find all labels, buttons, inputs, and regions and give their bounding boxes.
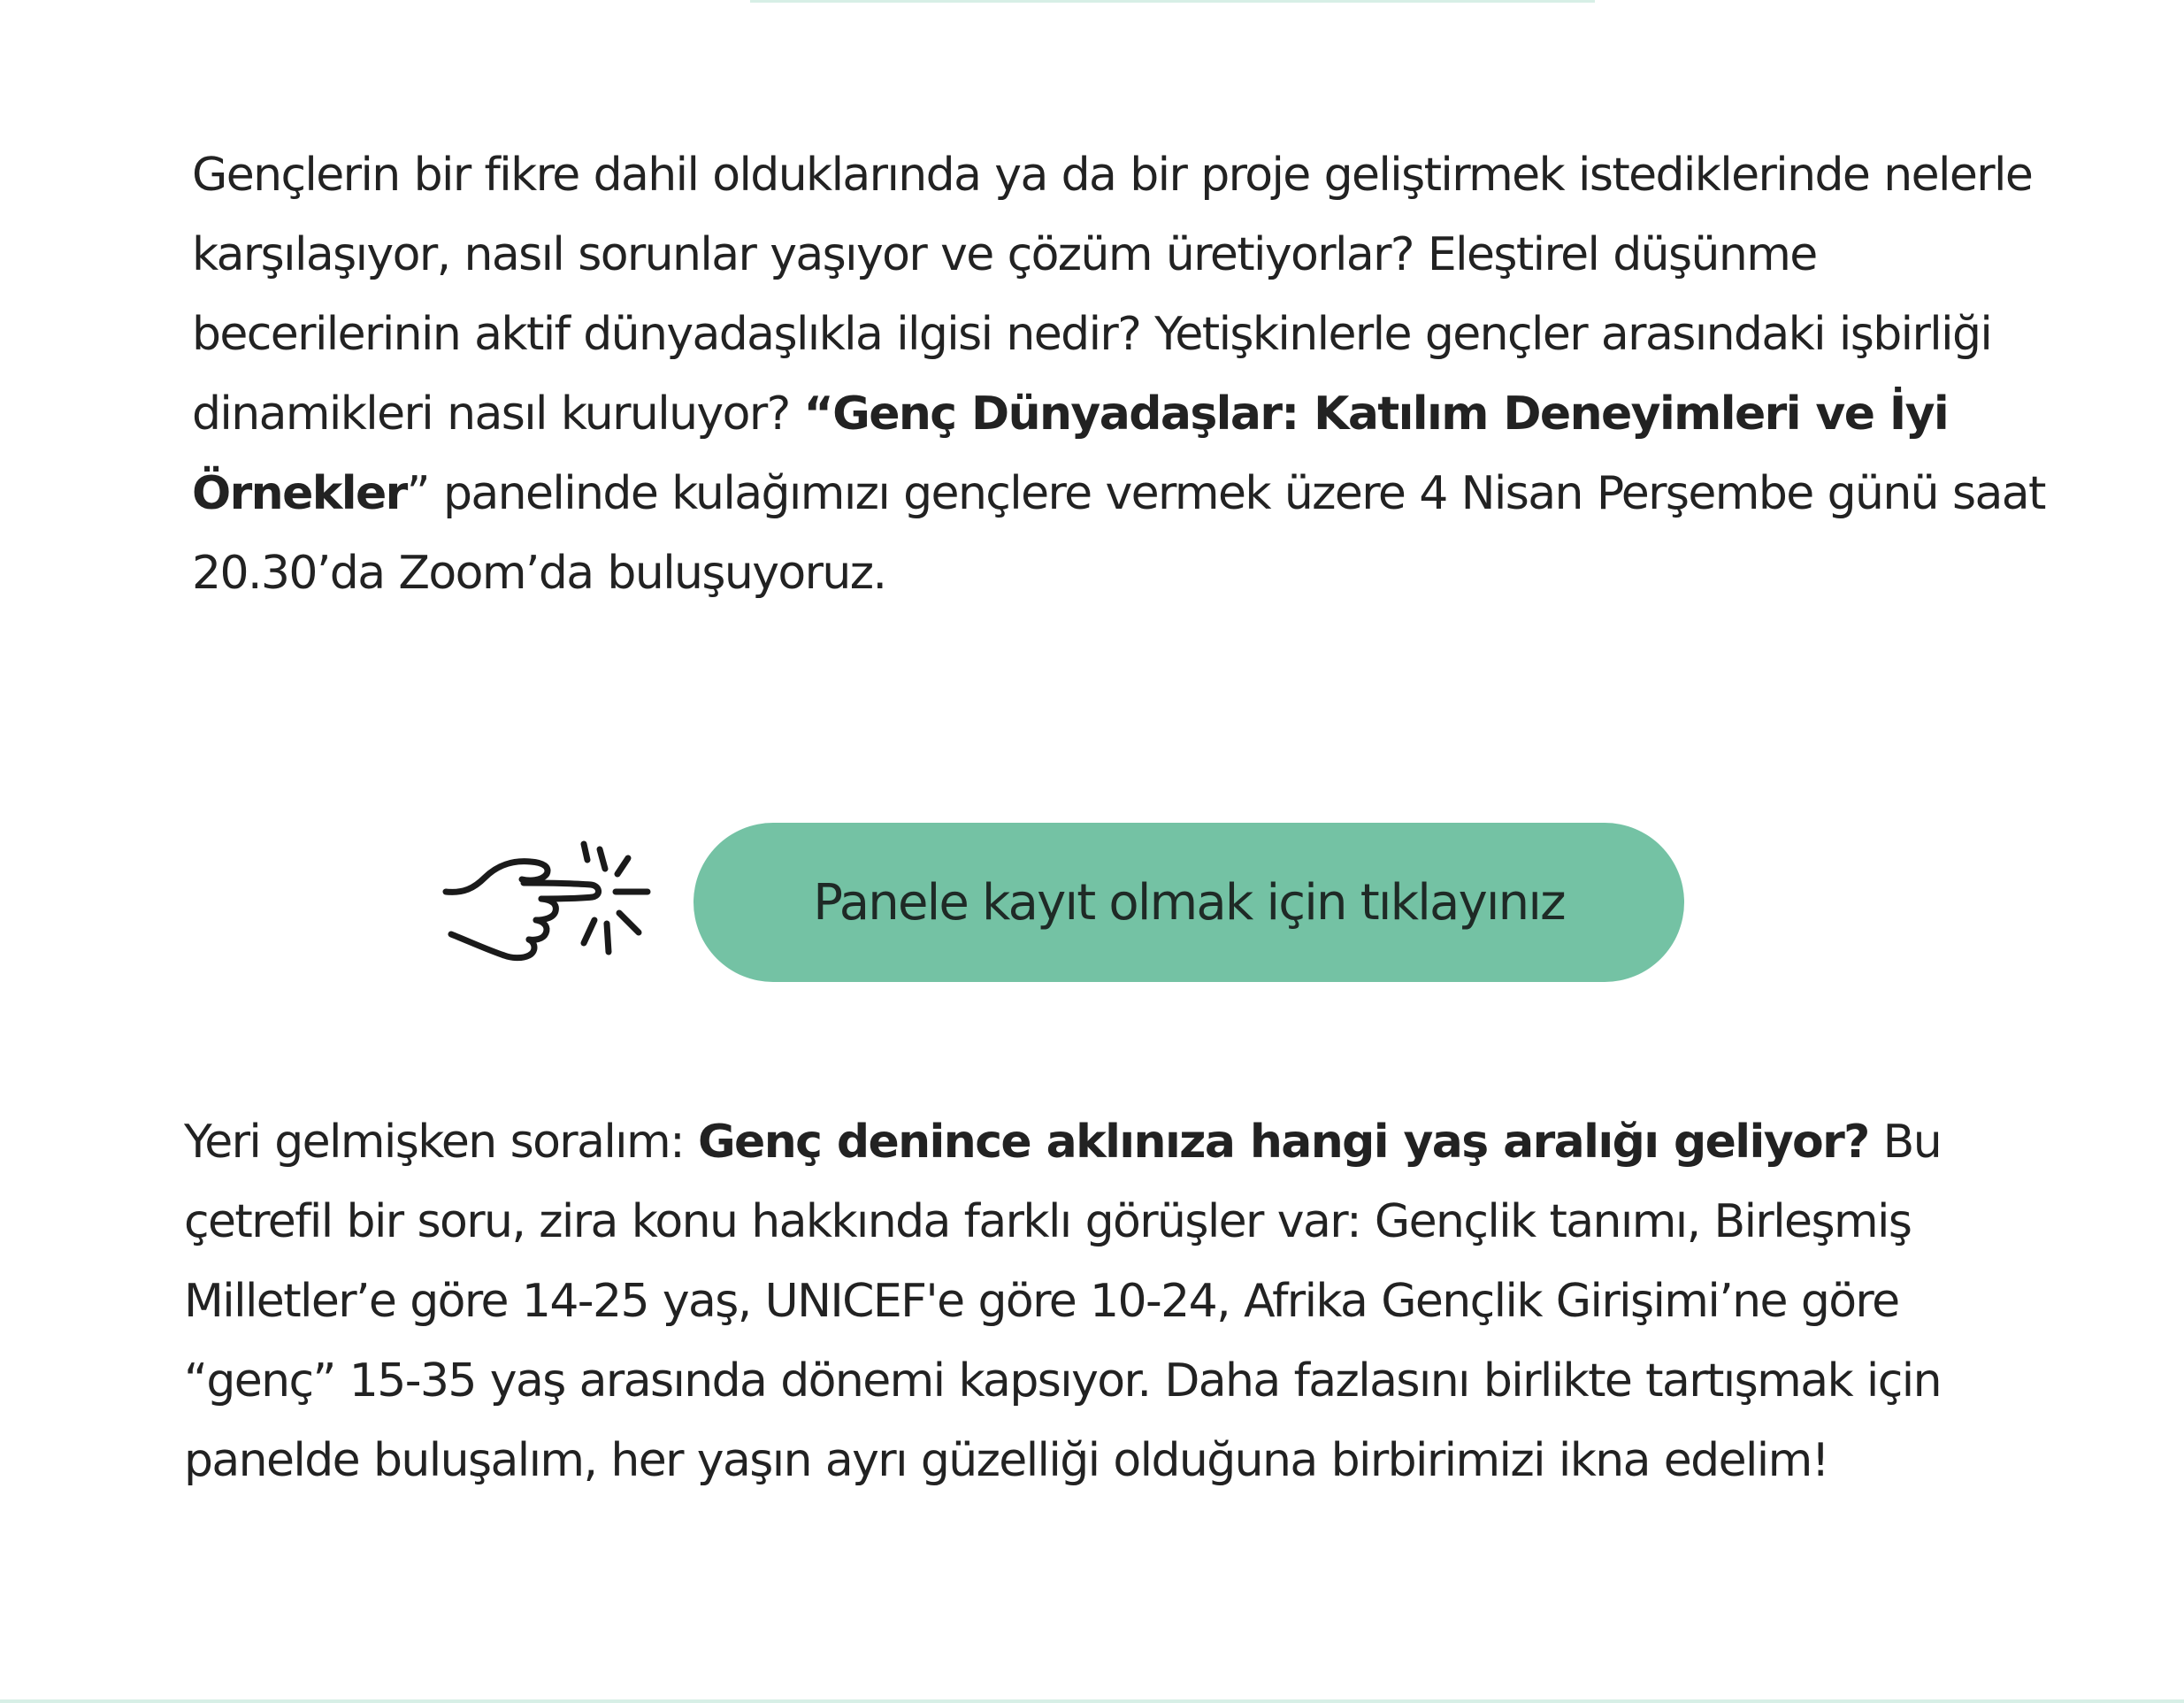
- age-question-paragraph: [184, 1102, 2050, 1500]
- register-panel-button-label: Panele kayıt olmak için tıklayınız: [813, 873, 1565, 932]
- age-question-body: Bu çetrefil bir soru, zira konu hakkında farklı görüşler var: Gençlik tanımı, Birleşmiş Milletler’e göre 14-25 yaş, UNICEF'e göre 10-24, Afrika Gençlik Girişimi’ne göre “genç” 15-35 yaş arasında dönemi kapsıyor. Daha fazlasını birlikte tartışmak için panelde buluşalım, her yaşın ayrı güzelliği olduğuna birbirimizi ikna edelim!: [184, 1116, 1942, 1487]
- intro-closing: panelinde kulağımızı gençlere vermek üzere 4 Nisan Perşembe günü saat 20.30’da Zoom’da buluşuyoruz.: [192, 467, 2045, 600]
- intro-question-2: Eleştirel düşünme becerilerinin aktif dünyadaşlıkla ilgisi nedir?: [192, 228, 1817, 361]
- panel-title: Genç Dünyadaşlar: Katılım Deneyimleri ve İyi Örnekler: [192, 387, 1949, 520]
- quote-open: “: [803, 387, 833, 441]
- intro-question-1: Gençlerin bir fikre dahil olduklarında ya da bir proje geliştirmek istediklerinde nelerle karşılaşıyor, nasıl sorunlar yaşıyor ve çözüm üretiyorlar?: [192, 149, 2033, 281]
- cta-row: [442, 823, 1698, 982]
- quote-close: ”: [406, 467, 429, 520]
- intro-question-3: Yetişkinlerle gençler arasındaki işbirliği dinamikleri nasıl kuruluyor?: [192, 308, 1992, 441]
- pointing-hand-icon: [442, 840, 655, 973]
- age-question-lead: Yeri gelmişken soralım:: [184, 1116, 685, 1169]
- intro-paragraph: [192, 135, 2058, 613]
- bottom-divider: [0, 1699, 2184, 1703]
- age-question: Genç denince aklınıza hangi yaş aralığı geliyor?: [697, 1116, 1869, 1169]
- top-divider: [750, 0, 1595, 3]
- register-panel-button[interactable]: [694, 823, 1684, 982]
